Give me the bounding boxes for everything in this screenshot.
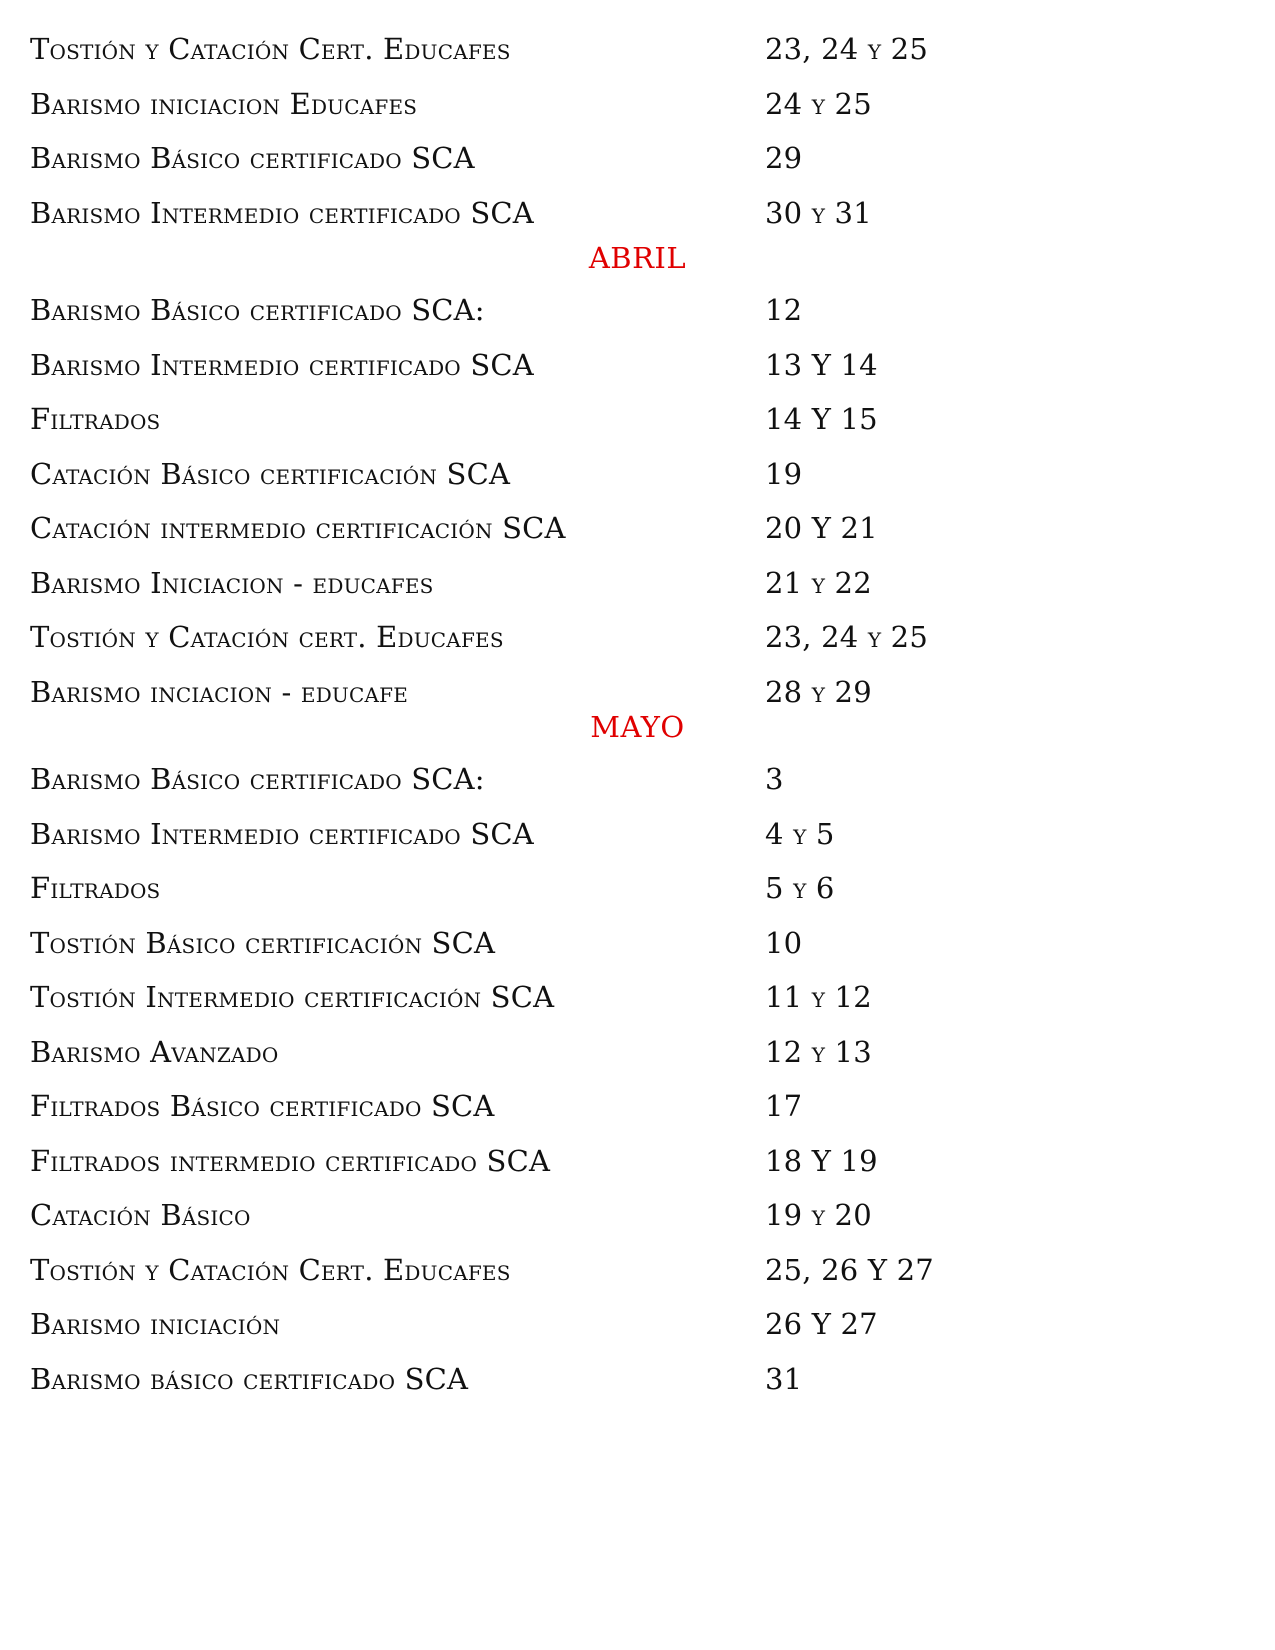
- schedule-row: [30, 970, 1210, 1025]
- course-name: Barismo Iniciacion - educafes: [30, 565, 434, 600]
- course-name: Filtrados Básico certificado SCA: [30, 1089, 495, 1123]
- section-abril: [30, 283, 1210, 719]
- schedule-row: [30, 131, 1210, 186]
- course-dates: 17: [765, 1089, 803, 1123]
- course-name: Barismo Intermedio certificado SCA: [30, 347, 534, 382]
- course-dates: 19 y 20: [765, 1198, 872, 1232]
- schedule-row: [30, 610, 1210, 665]
- course-dates: 4 y 5: [765, 816, 835, 851]
- course-name: Catación Básico certificación SCA: [30, 456, 511, 491]
- schedule-row: [30, 392, 1210, 447]
- schedule-row: [30, 1243, 1210, 1298]
- course-name: Barismo inciacion - educafe: [30, 674, 409, 709]
- course-dates: 3: [765, 762, 784, 796]
- course-dates: 24 y 25: [765, 86, 872, 121]
- course-dates: 19: [765, 456, 803, 491]
- course-dates: 14 Y 15: [765, 402, 878, 436]
- schedule-row: [30, 1079, 1210, 1134]
- course-dates: 13 Y 14: [765, 347, 878, 382]
- schedule-row: [30, 861, 1210, 916]
- schedule-row: [30, 338, 1210, 393]
- schedule-row: [30, 916, 1210, 971]
- course-dates: 12 y 13: [765, 1034, 872, 1069]
- course-dates: 31: [765, 1361, 803, 1396]
- schedule-row: [30, 1352, 1210, 1407]
- course-name: Tostión y Catación Cert. Educafes: [30, 32, 511, 66]
- course-dates: 30 y 31: [765, 195, 872, 230]
- course-name: Tostión y Catación cert. Educafes: [30, 620, 504, 654]
- month-heading-mayo: MAYO: [590, 710, 685, 744]
- course-dates: 23, 24 y 25: [765, 32, 928, 66]
- course-name: Barismo Intermedio certificado SCA: [30, 195, 534, 230]
- course-name: Tostión y Catación Cert. Educafes: [30, 1252, 511, 1287]
- course-dates: 21 y 22: [765, 565, 872, 600]
- course-name: Barismo iniciacion Educafes: [30, 86, 418, 121]
- course-dates: 10: [765, 925, 803, 960]
- course-name: Barismo iniciación: [30, 1307, 281, 1341]
- course-dates: 11 y 12: [765, 980, 872, 1014]
- schedule-row: [30, 1188, 1210, 1243]
- schedule-row: [30, 807, 1210, 862]
- course-name: Barismo básico certificado SCA: [30, 1361, 469, 1396]
- schedule-row: [30, 22, 1210, 77]
- schedule-row: [30, 447, 1210, 502]
- course-dates: 23, 24 y 25: [765, 620, 928, 654]
- month-heading-abril: ABRIL: [588, 241, 687, 275]
- course-name: Catación intermedio certificación SCA: [30, 511, 566, 545]
- course-name: Filtrados intermedio certificado SCA: [30, 1143, 551, 1178]
- schedule-row: [30, 556, 1210, 611]
- course-name: Barismo Básico certificado SCA: [30, 141, 475, 175]
- course-dates: 20 Y 21: [765, 511, 878, 545]
- course-dates: 5 y 6: [765, 871, 835, 905]
- course-dates: 26 Y 27: [765, 1307, 878, 1341]
- schedule-row: [30, 752, 1210, 807]
- course-dates: 29: [765, 141, 803, 175]
- course-dates: 25, 26 Y 27: [765, 1252, 934, 1287]
- schedule-row: [30, 1134, 1210, 1189]
- course-name: Barismo Básico certificado SCA:: [30, 293, 485, 327]
- course-name: Tostión Intermedio certificación SCA: [30, 980, 555, 1014]
- course-dates: 18 Y 19: [765, 1143, 878, 1178]
- section-mayo: [30, 752, 1210, 1406]
- course-dates: 12: [765, 293, 803, 327]
- course-name: Tostión Básico certificación SCA: [30, 925, 496, 960]
- schedule-row: [30, 1025, 1210, 1080]
- course-name: Filtrados: [30, 871, 161, 905]
- schedule-row: [30, 501, 1210, 556]
- course-name: Barismo Intermedio certificado SCA: [30, 816, 534, 851]
- schedule-row: [30, 1297, 1210, 1352]
- schedule-row: [30, 77, 1210, 132]
- course-name: Catación Básico: [30, 1198, 251, 1232]
- course-name: Filtrados: [30, 402, 161, 436]
- schedule-row: [30, 283, 1210, 338]
- course-dates: 28 y 29: [765, 674, 872, 709]
- section-continued: [30, 22, 1210, 240]
- course-name: Barismo Básico certificado SCA:: [30, 762, 485, 796]
- course-name: Barismo Avanzado: [30, 1034, 279, 1069]
